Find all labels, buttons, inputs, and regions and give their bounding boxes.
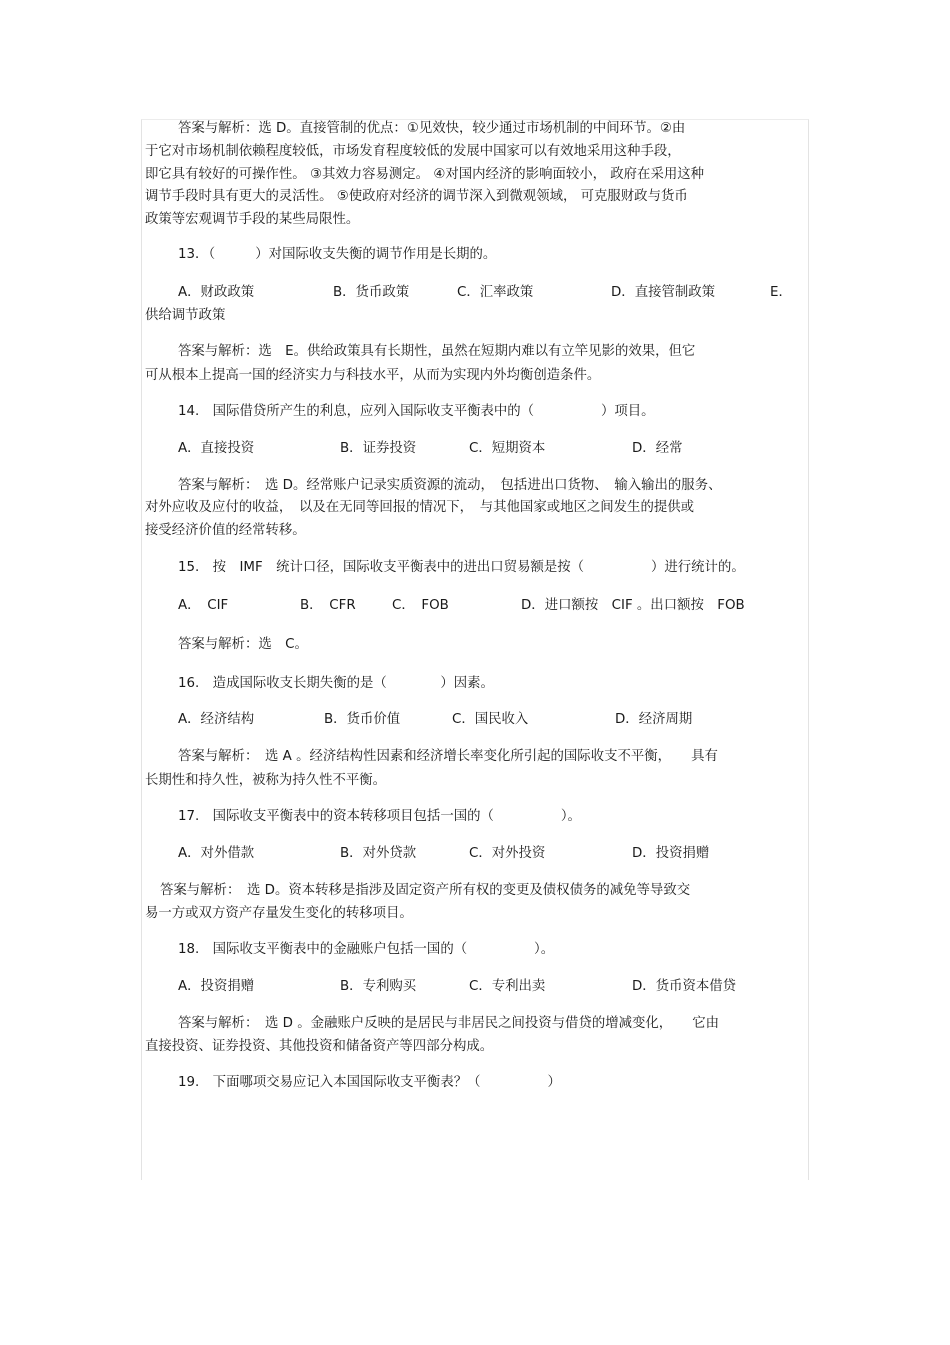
option-b: B．证券投资 (340, 441, 417, 456)
explanation-12-line-2: 于它对市场机制依赖程度较低，市场发育程度较低的发展中国家可以有效地采用这种手段， (145, 144, 681, 159)
answer-14-line-3: 接受经济价值的经常转移。 (145, 523, 306, 538)
answer-14-line-1: 答案与解析： 选 D。经常账户记录实质资源的流动， 包括进出口货物、 输入输出的服务、 (178, 478, 722, 493)
option-b: B．货币价值 (324, 712, 401, 727)
answer-16-line-1: 答案与解析： 选 A 。经济结构性因素和经济增长率变化所引起的国际收支不平衡， 具有 (178, 749, 718, 764)
option-d: D．直接管制政策 (611, 285, 716, 300)
question-16-options (0, 710, 693, 730)
option-e: E． (770, 285, 792, 300)
explanation-12-line-1: 答案与解析：选 D。直接管制的优点：①见效快，较少通过市场机制的中间环节。②由 (178, 121, 686, 136)
explanation-12-line-4: 调节手段时具有更大的灵活性。 ⑤使政府对经济的调节深入到微观领域， 可克服财政与货币 (145, 189, 688, 204)
option-a: A．投资捐赠 (178, 979, 255, 994)
question-14-stem: 14. 国际借贷所产生的利息，应列入国际收支平衡表中的（ ）项目。 (178, 404, 655, 419)
option-c: C． FOB (392, 598, 449, 613)
option-d: D．进口额按 CIF 。出口额按 FOB (521, 598, 745, 613)
question-15-options (0, 596, 745, 616)
question-13-stem: 13．（ ）对国际收支失衡的调节作用是长期的。 (178, 247, 497, 262)
answer-13-line-2: 可从根本上提高一国的经济实力与科技水平，从而为实现内外均衡创造条件。 (145, 368, 601, 383)
option-d: D．经常 (632, 441, 683, 456)
answer-17-line-2: 易一方或双方资产存量发生变化的转移项目。 (145, 906, 413, 921)
answer-15-line-1: 答案与解析：选 C。 (178, 637, 308, 652)
question-14-options (0, 439, 683, 459)
option-d: D．投资捐赠 (632, 846, 710, 861)
question-13-options (0, 283, 792, 303)
option-c: C．专利出卖 (469, 979, 546, 994)
question-18-stem: 18. 国际收支平衡表中的金融账户包括一国的（ ）。 (178, 942, 555, 957)
option-c: C．国民收入 (452, 712, 529, 727)
question-16-stem: 16. 造成国际收支长期失衡的是（ ）因素。 (178, 676, 494, 691)
answer-18-line-1: 答案与解析： 选 D 。金融账户反映的是居民与非居民之间投资与借贷的增减变化， 它由 (178, 1016, 720, 1031)
answer-16-line-2: 长期性和持久性，被称为持久性不平衡。 (145, 773, 387, 788)
option-a: A．对外借款 (178, 846, 255, 861)
option-c: C．汇率政策 (457, 285, 534, 300)
question-19-stem: 19. 下面哪项交易应记入本国国际收支平衡表？（ ） (178, 1075, 561, 1090)
option-a: A．财政政策 (178, 285, 255, 300)
option-a: A． CIF (178, 598, 229, 613)
answer-17-line-1: 答案与解析： 选 D。资本转移是指涉及固定资产所有权的变更及债权债务的减免等导致交 (160, 883, 691, 898)
explanation-12-line-3: 即它具有较好的可操作性。 ③其效力容易测定。 ④对国内经济的影响面较小， 政府在采用这种 (145, 167, 705, 182)
option-d: D．经济周期 (615, 712, 693, 727)
question-17-stem: 17. 国际收支平衡表中的资本转移项目包括一国的（ ）。 (178, 809, 581, 824)
question-15-stem: 15. 按 IMF 统计口径，国际收支平衡表中的进出口贸易额是按（ ）进行统计的。 (178, 560, 745, 575)
option-c: C．对外投资 (469, 846, 546, 861)
option-a: A．经济结构 (178, 712, 255, 727)
option-a: A．直接投资 (178, 441, 255, 456)
explanation-12-line-5: 政策等宏观调节手段的某些局限性。 (145, 212, 360, 227)
answer-14-line-2: 对外应收及应付的收益， 以及在无同等回报的情况下， 与其他国家或地区之间发生的提供或 (145, 500, 695, 515)
question-18-options (0, 977, 737, 997)
question-17-options (0, 844, 710, 864)
option-b: B． CFR (300, 598, 356, 613)
option-c: C．短期资本 (469, 441, 546, 456)
option-b: B．对外贷款 (340, 846, 417, 861)
question-13-option-e-text: 供给调节政策 (145, 308, 226, 323)
option-b: B．专利购买 (340, 979, 417, 994)
option-d: D．货币资本借贷 (632, 979, 737, 994)
answer-18-line-2: 直接投资、证券投资、其他投资和储备资产等四部分构成。 (145, 1039, 494, 1054)
answer-13-line-1: 答案与解析：选 E。供给政策具有长期性，虽然在短期内难以有立竿见影的效果，但它 (178, 344, 696, 359)
option-b: B．货币政策 (333, 285, 410, 300)
